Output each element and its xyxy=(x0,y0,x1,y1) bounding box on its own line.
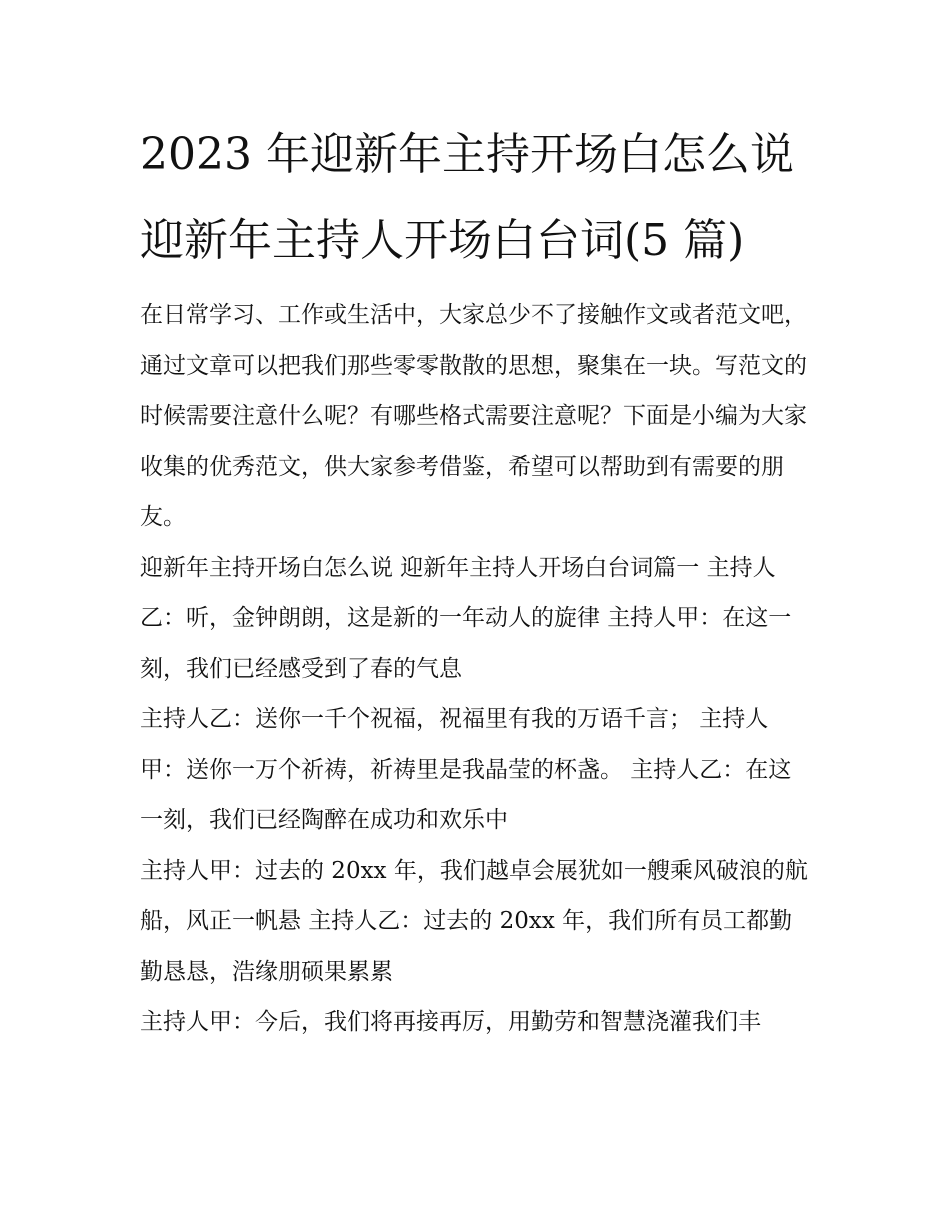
document-page xyxy=(140,112,812,1048)
document-title: 2023 年迎新年主持开场白怎么说 迎新年主持人开场白台词(5 篇) xyxy=(140,129,794,266)
paragraph-section-1: 迎新年主持开场白怎么说 迎新年主持人开场白台词篇一 主持人乙：听，金钟朗朗，这是新的一年动人的旋律 主持人甲：在这一刻，我们已经感受到了春的气息 xyxy=(140,554,792,682)
paragraph-dialogue-1: 主持人乙：送你一千个祝福，祝福里有我的万语千言； 主持人甲：送你一万个祈祷，祈祷里是我晶莹的杯盏。 主持人乙：在这一刻，我们已经陶醉在成功和欢乐中 xyxy=(140,706,792,833)
paragraph-dialogue-2: 主持人甲：过去的 20xx 年，我们越卓会展犹如一艘乘风破浪的航船，风正一帆悬 主持人乙：过去的 20xx 年，我们所有员工都勤勤恳恳，浩缘朋硕果累累 xyxy=(140,857,808,985)
paragraph-intro: 在日常学习、工作或生活中，大家总少不了接触作文或者范文吧，通过文章可以把我们那些零零散散的思想，聚集在一块。写范文的时候需要注意什么呢？有哪些格式需要注意呢？下面是小编为大家收集的优秀范文，供大家参考借鉴，希望可以帮助到有需要的朋友。 xyxy=(140,302,807,530)
paragraph-dialogue-3: 主持人甲：今后，我们将再接再厉，用勤劳和智慧浇灌我们丰 xyxy=(140,1009,761,1035)
